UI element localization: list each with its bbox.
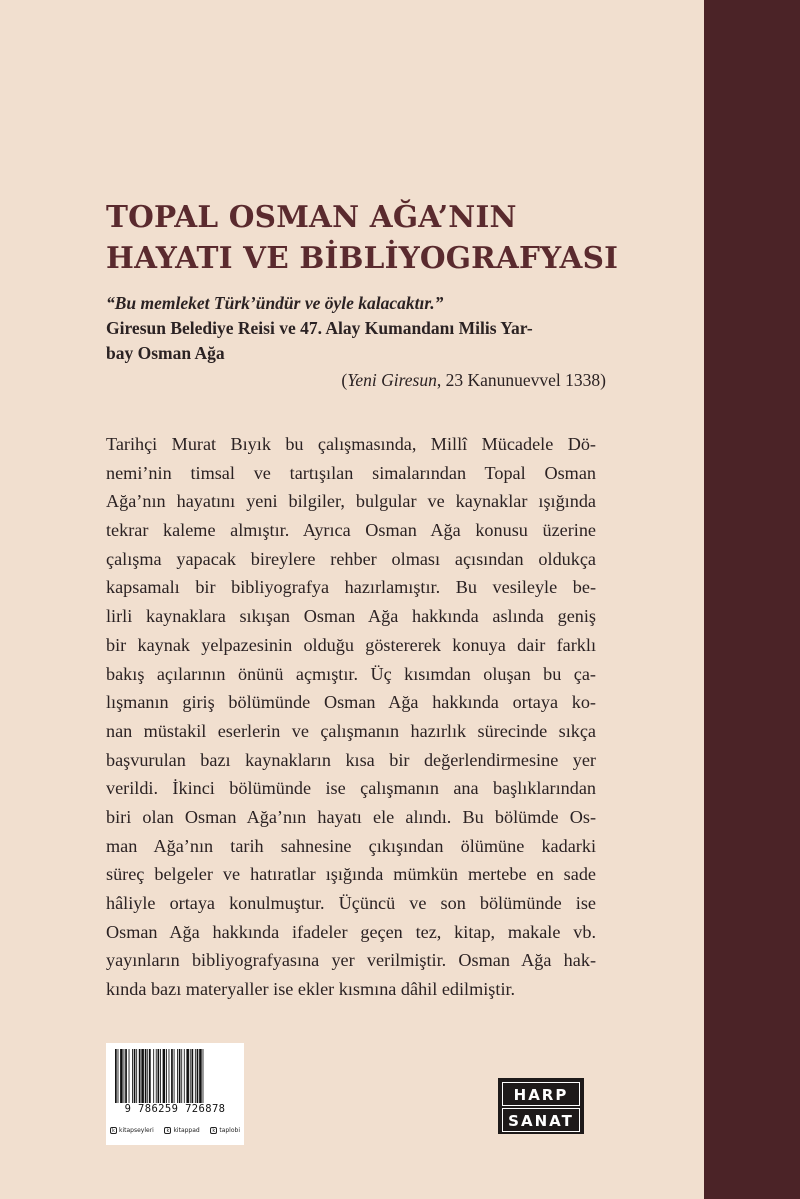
source-rest: , 23 Kanunuevvel 1338) [436,370,606,390]
barcode-bar [134,1049,136,1103]
quote-source [106,368,606,393]
barcode-bar [199,1049,202,1103]
blurb-line: başvurulan bazı kaynakların kısa bir değerlendirmesine yer [106,749,596,770]
isbn-number: 9 786259 726878 [124,1103,226,1115]
barcode-bar [139,1049,141,1103]
barcode-bar [147,1049,148,1103]
blurb-line: Ağa’nın hayatını yeni bilgiler, bulgular ve kaynaklar ışığında [106,491,596,512]
blurb-line: Osman Ağa hakkında ifadeler geçen tez, kitap, makale vb. [106,921,596,942]
attribution-line: Giresun Belediye Reisi ve 47. Alay Kumandanı Milis Yar- [106,318,533,338]
barcode-bar [136,1049,137,1103]
barcode-bar [192,1049,194,1103]
barcode-bar [190,1049,191,1103]
barcode-bar [195,1049,196,1103]
blurb-line: hâliyle ortaya konulmuştur. Üçüncü ve son bölümünde ise [106,893,596,913]
blurb-text [106,430,596,1004]
barcode-bar [141,1049,144,1103]
barcode-bar [203,1049,204,1103]
blurb-line: Tarihçi Murat Bıyık bu çalışmasında, Millî Mücadele Dö- [106,434,596,454]
barcode-bar [174,1049,175,1103]
blurb-line: biri olan Osman Ağa’nın hayatı ele alındı. Bu bölümde Os- [106,806,596,827]
barcode-bar [181,1049,182,1103]
barcode-bar [163,1049,166,1103]
attribution-line: bay Osman Ağa [106,343,225,363]
barcode-bar [197,1049,199,1103]
book-title [106,196,618,278]
store-logos [110,1127,240,1134]
barcode-bar [156,1049,157,1103]
barcode-bar [177,1049,178,1103]
barcode-bar [153,1049,154,1103]
blurb-line: bir kaynak yelpazesinin olduğu göstererek konuya dair farklı [106,634,596,655]
store-name: kitapseyleri [119,1127,154,1134]
barcode-bar [124,1049,125,1103]
blurb-line: man Ağa’nın tarih sahnesine çıkışından ölümüne kadarki [106,835,596,856]
store-k-icon: k [164,1127,171,1134]
blurb-line: tekrar kaleme almıştır. Ayrıca Osman Ağa konusu üzerine [106,520,596,541]
epigraph [106,291,606,393]
blurb-line: verildi. İkinci bölümünde ise çalışmanın ana başlıklarından [106,778,596,799]
store-logo [164,1127,199,1134]
store-logo [110,1127,154,1134]
blurb-line: kında bazı materyaller ise ekler kısmına dâhil edilmiştir. [106,979,516,1000]
barcode-bar [149,1049,151,1103]
quote-attribution [106,316,596,366]
barcode-bar [169,1049,170,1103]
store-k-icon: k [210,1127,217,1134]
title-line: TOPAL OSMAN AĞA’NIN [106,199,517,234]
barcode-label [106,1043,244,1145]
barcode-bar [145,1049,147,1103]
logo-word: HARP [502,1082,580,1106]
barcode-bar [179,1049,181,1103]
source-open: ( [341,370,348,390]
source-title: Yeni Giresun [347,370,437,390]
barcode-bar [132,1049,133,1103]
store-logo [210,1127,240,1134]
title-line: HAYATI VE BİBLİYOGRAFYASI [106,240,619,275]
blurb-line: kapsamalı bir bibliyografya hazırlamıştır. Bu vesileyle be- [106,577,596,598]
barcode-bar [166,1049,167,1103]
blurb-line: çalışma yapacak bireylere rehber olması açısından oldukça [106,548,596,569]
barcode-bar [118,1049,119,1103]
blurb-line: süreç belgeler ve hatıratlar ışığında mümkün mertebe en sade [106,864,596,885]
blurb-line: lirli kaynaklara sıkışan Osman Ağa hakkında aslında geniş [106,606,596,627]
barcode-bars [115,1049,237,1103]
barcode-bar [120,1049,123,1103]
barcode-bar [158,1049,160,1103]
blurb-line: nan müstakil eserlerin ve çalışmanın hazırlık sürecinde sıkça [106,720,596,741]
barcode-bar [115,1049,117,1103]
barcode-bar [125,1049,127,1103]
store-k-icon: k [110,1127,117,1134]
logo-word: SANAT [502,1108,580,1132]
blurb-line: yayınların bibliyografyasına yer verilmiştir. Osman Ağa hak- [106,950,596,971]
barcode-bar [184,1049,185,1103]
book-spine [704,0,800,1199]
barcode-bar [160,1049,161,1103]
blurb-line: lışmanın giriş bölümünde Osman Ağa hakkında ortaya ko- [106,692,596,713]
quote-text: “Bu memleket Türk’ündür ve öyle kalacaktır.” [106,293,444,313]
store-name: kitappad [173,1127,200,1134]
store-name: taplobi [219,1127,240,1134]
barcode-bar [171,1049,173,1103]
blurb-line: nemi’nin timsal ve tartışılan simalarından Topal Osman [106,462,596,483]
blurb-line: bakış açılarının önünü açmıştır. Üç kısımdan oluşan bu ça- [106,663,596,684]
barcode-bar [186,1049,189,1103]
barcode-bar [129,1049,130,1103]
publisher-logo [498,1078,584,1134]
